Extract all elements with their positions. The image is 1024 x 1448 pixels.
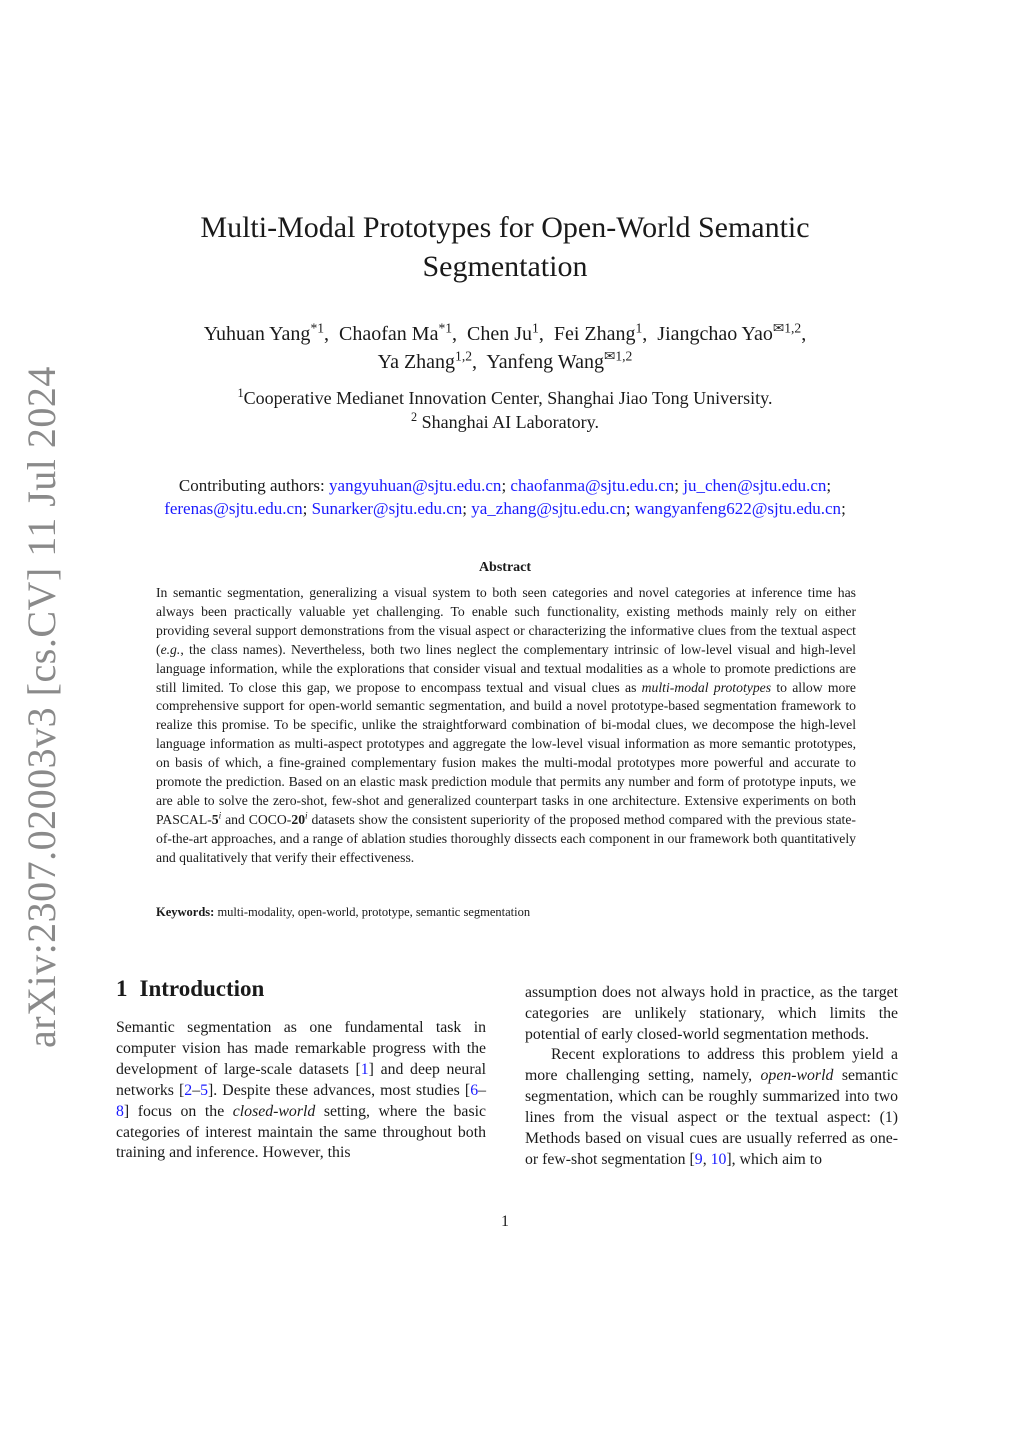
abstract-text: and COCO- — [221, 811, 292, 827]
affiliation-text: Shanghai AI Laboratory. — [417, 412, 599, 432]
page-number: 1 — [501, 1213, 509, 1230]
email-link[interactable]: ya_zhang@sjtu.edu.cn — [471, 499, 626, 518]
title-line: Multi-Modal Prototypes for Open-World Semantic — [200, 211, 810, 244]
author-mark: ✉1,2 — [772, 320, 802, 336]
abstract-emphasis: e.g. — [160, 641, 181, 657]
contrib-label: Contributing authors: — [178, 476, 330, 495]
author-mark: 1,2 — [455, 348, 473, 364]
affiliation-1 — [140, 386, 870, 410]
citation-dash: – — [478, 1081, 487, 1099]
intro-paragraph-right-continued — [525, 983, 898, 1046]
abstract-text: to allow more comprehensive support for open-world semantic segmentation, and build a novel prototype-based segmentation framework to realize this promise. To be specific, unlike the straightforward combination of bi-modal clues, we decompose the high-level language information as multi-aspect prototypes and aggregate the low-level visual information as more semantic prototypes, on basis of which, a fine-grained complementary fusion makes the multi-modal prototypes more powerful and accurate to promote the prediction. Based on an elastic mask prediction module that permits any number and form of prototype inputs, we are able to solve the zero-shot, few-shot and generalized counterpart tasks in one architecture. Extensive experiments on both PASCAL- — [156, 679, 856, 827]
abstract-text: , the class names). Nevertheless, both two lines neglect the complementary intrinsic of low-level visual and high-level language information, while the explorations that consider visual and textual modalities as a whole to promote predictions are still limited. To close this gap, we propose to encompass textual and visual clues as — [156, 641, 856, 695]
dataset-number: 20 — [291, 811, 306, 827]
author-list-line-1: Yuhuan Yang$^{*1}$, Chaofan Ma$^{*1}$, Chen Ju$^1$, Fei Zhang$^1$, Jiangchao Yao$^{✉1,2}$, — [203, 320, 807, 345]
body-text: Recent explorations to address this problem yield a more challenging setting, namely, — [525, 1046, 898, 1084]
abstract-text: In semantic segmentation, generalizing a visual system to both seen categories and novel categories at inference time has always been practically valuable yet challenging. To enable such functionality, existing methods mainly rely on either providing several support demonstrations from the visual aspect or characterizing the informative clues from the textual aspect ( — [156, 585, 856, 657]
author-name: Yuhuan Yang — [203, 323, 311, 345]
intro-paragraph-right — [525, 1045, 898, 1170]
email-link[interactable]: wangyanfeng622@sjtu.edu.cn — [634, 499, 842, 518]
abstract-heading: Abstract — [478, 560, 532, 575]
citation-separator: , — [702, 1150, 711, 1168]
author-mark: *1 — [438, 320, 453, 336]
author-name: Chaofan Ma — [339, 323, 439, 345]
email-link[interactable]: Sunarker@sjtu.edu.cn — [311, 499, 463, 518]
section-number: 1 — [116, 976, 128, 1001]
dataset-superscript: i — [305, 811, 308, 822]
author-list-line-2: Ya Zhang$^{1,2}$, Yanfeng Wang$^{✉1,2}$ — [377, 348, 633, 373]
title-line: Segmentation — [422, 250, 588, 283]
citation-link[interactable]: 6 — [470, 1081, 479, 1099]
citation-dash: – — [192, 1081, 201, 1099]
intro-paragraph-left — [116, 1018, 486, 1164]
body-text: setting, where the basic categories of interest maintain the same throughout both training and inference. However, this — [116, 1102, 486, 1162]
section-title: Introduction — [139, 976, 265, 1001]
author-name: Yanfeng Wang — [486, 351, 604, 373]
citation-link[interactable]: 9 — [694, 1150, 703, 1168]
dataset-number: 5 — [211, 811, 219, 827]
body-text: assumption does not always hold in practice, as the target categories are unlikely stationary, which limits the potential of early closed-world segmentation methods. — [525, 984, 898, 1043]
body-text: ] focus on the — [123, 1102, 233, 1120]
abstract-text: datasets show the consistent superiority of the proposed method compared with the previous state-of-the-art approaches, and a range of ablation studies thoroughly dissects each component in our framework both quantitatively and qualitatively that verify their effectiveness. — [156, 811, 856, 865]
keywords — [156, 903, 856, 921]
author-name: Chen Ju — [467, 323, 533, 345]
affiliation-mark: 1 — [237, 386, 244, 400]
body-emphasis: open-world — [760, 1066, 834, 1084]
affiliation-mark: 2 — [411, 410, 418, 424]
body-text: ]. Despite these advances, most studies [ — [208, 1081, 471, 1099]
author-name: Fei Zhang — [553, 323, 636, 345]
citation-link[interactable]: 8 — [116, 1102, 124, 1120]
abstract-emphasis: multi-modal prototypes — [641, 679, 772, 695]
keywords-label: Keywords: — [156, 905, 215, 919]
keywords-text: multi-modality, open-world, prototype, semantic segmentation — [214, 905, 531, 919]
affiliation-2 — [140, 410, 870, 434]
author-mark: 1 — [635, 320, 643, 336]
citation-link[interactable]: 10 — [710, 1150, 727, 1168]
citation-link[interactable]: 2 — [184, 1081, 193, 1099]
citation-link[interactable]: 5 — [200, 1081, 208, 1099]
body-text: ], which aim to — [726, 1150, 823, 1168]
affiliation-text: Cooperative Medianet Innovation Center, Shanghai Jiao Tong University. — [243, 388, 773, 408]
author-mark: ✉1,2 — [603, 348, 633, 364]
author-mark: 1 — [532, 320, 539, 336]
email-link[interactable]: yangyuhuan@sjtu.edu.cn — [329, 476, 502, 495]
author-mark: *1 — [310, 320, 325, 336]
email-link[interactable]: chaofanma@sjtu.edu.cn — [510, 476, 675, 495]
citation-link[interactable]: 1 — [360, 1060, 369, 1078]
arxiv-identifier: arXiv:2307.02003v3 [cs.CV] 11 Jul 2024 — [19, 366, 64, 1048]
author-name: Ya Zhang — [377, 351, 456, 373]
body-emphasis: closed-world — [232, 1102, 316, 1120]
author-name: Jiangchao Yao — [657, 323, 773, 345]
body-text: Semantic segmentation as one fundamental task in computer vision has made remarkable progress with the development of large-scale datasets [ — [116, 1019, 486, 1078]
body-text: semantic segmentation, which can be roughly summarized into two lines from the visual aspect or the textual aspect: (1) Methods based on visual cues are usually referred as one- or few-shot segmentation [ — [525, 1066, 898, 1168]
abstract-body — [156, 584, 856, 868]
contributing-authors: Contributing authors: yangyuhuan@sjtu.edu.cn; chaofanma@sjtu.edu.cn; ju_chen@sjtu.edu.cn; ferenas@sjtu.edu.cn; Sunarker@sjtu.edu.cn; ya_zhang@sjtu.edu.cn; wangyanfeng622@sjtu.edu.cn; — [164, 476, 846, 518]
paper-title — [150, 208, 860, 286]
email-link[interactable]: ferenas@sjtu.edu.cn — [164, 499, 303, 518]
section-heading — [116, 976, 264, 1002]
body-text: ] and deep neural networks [ — [116, 1060, 486, 1099]
dataset-superscript: i — [218, 811, 222, 822]
email-link[interactable]: ju_chen@sjtu.edu.cn — [683, 476, 827, 495]
